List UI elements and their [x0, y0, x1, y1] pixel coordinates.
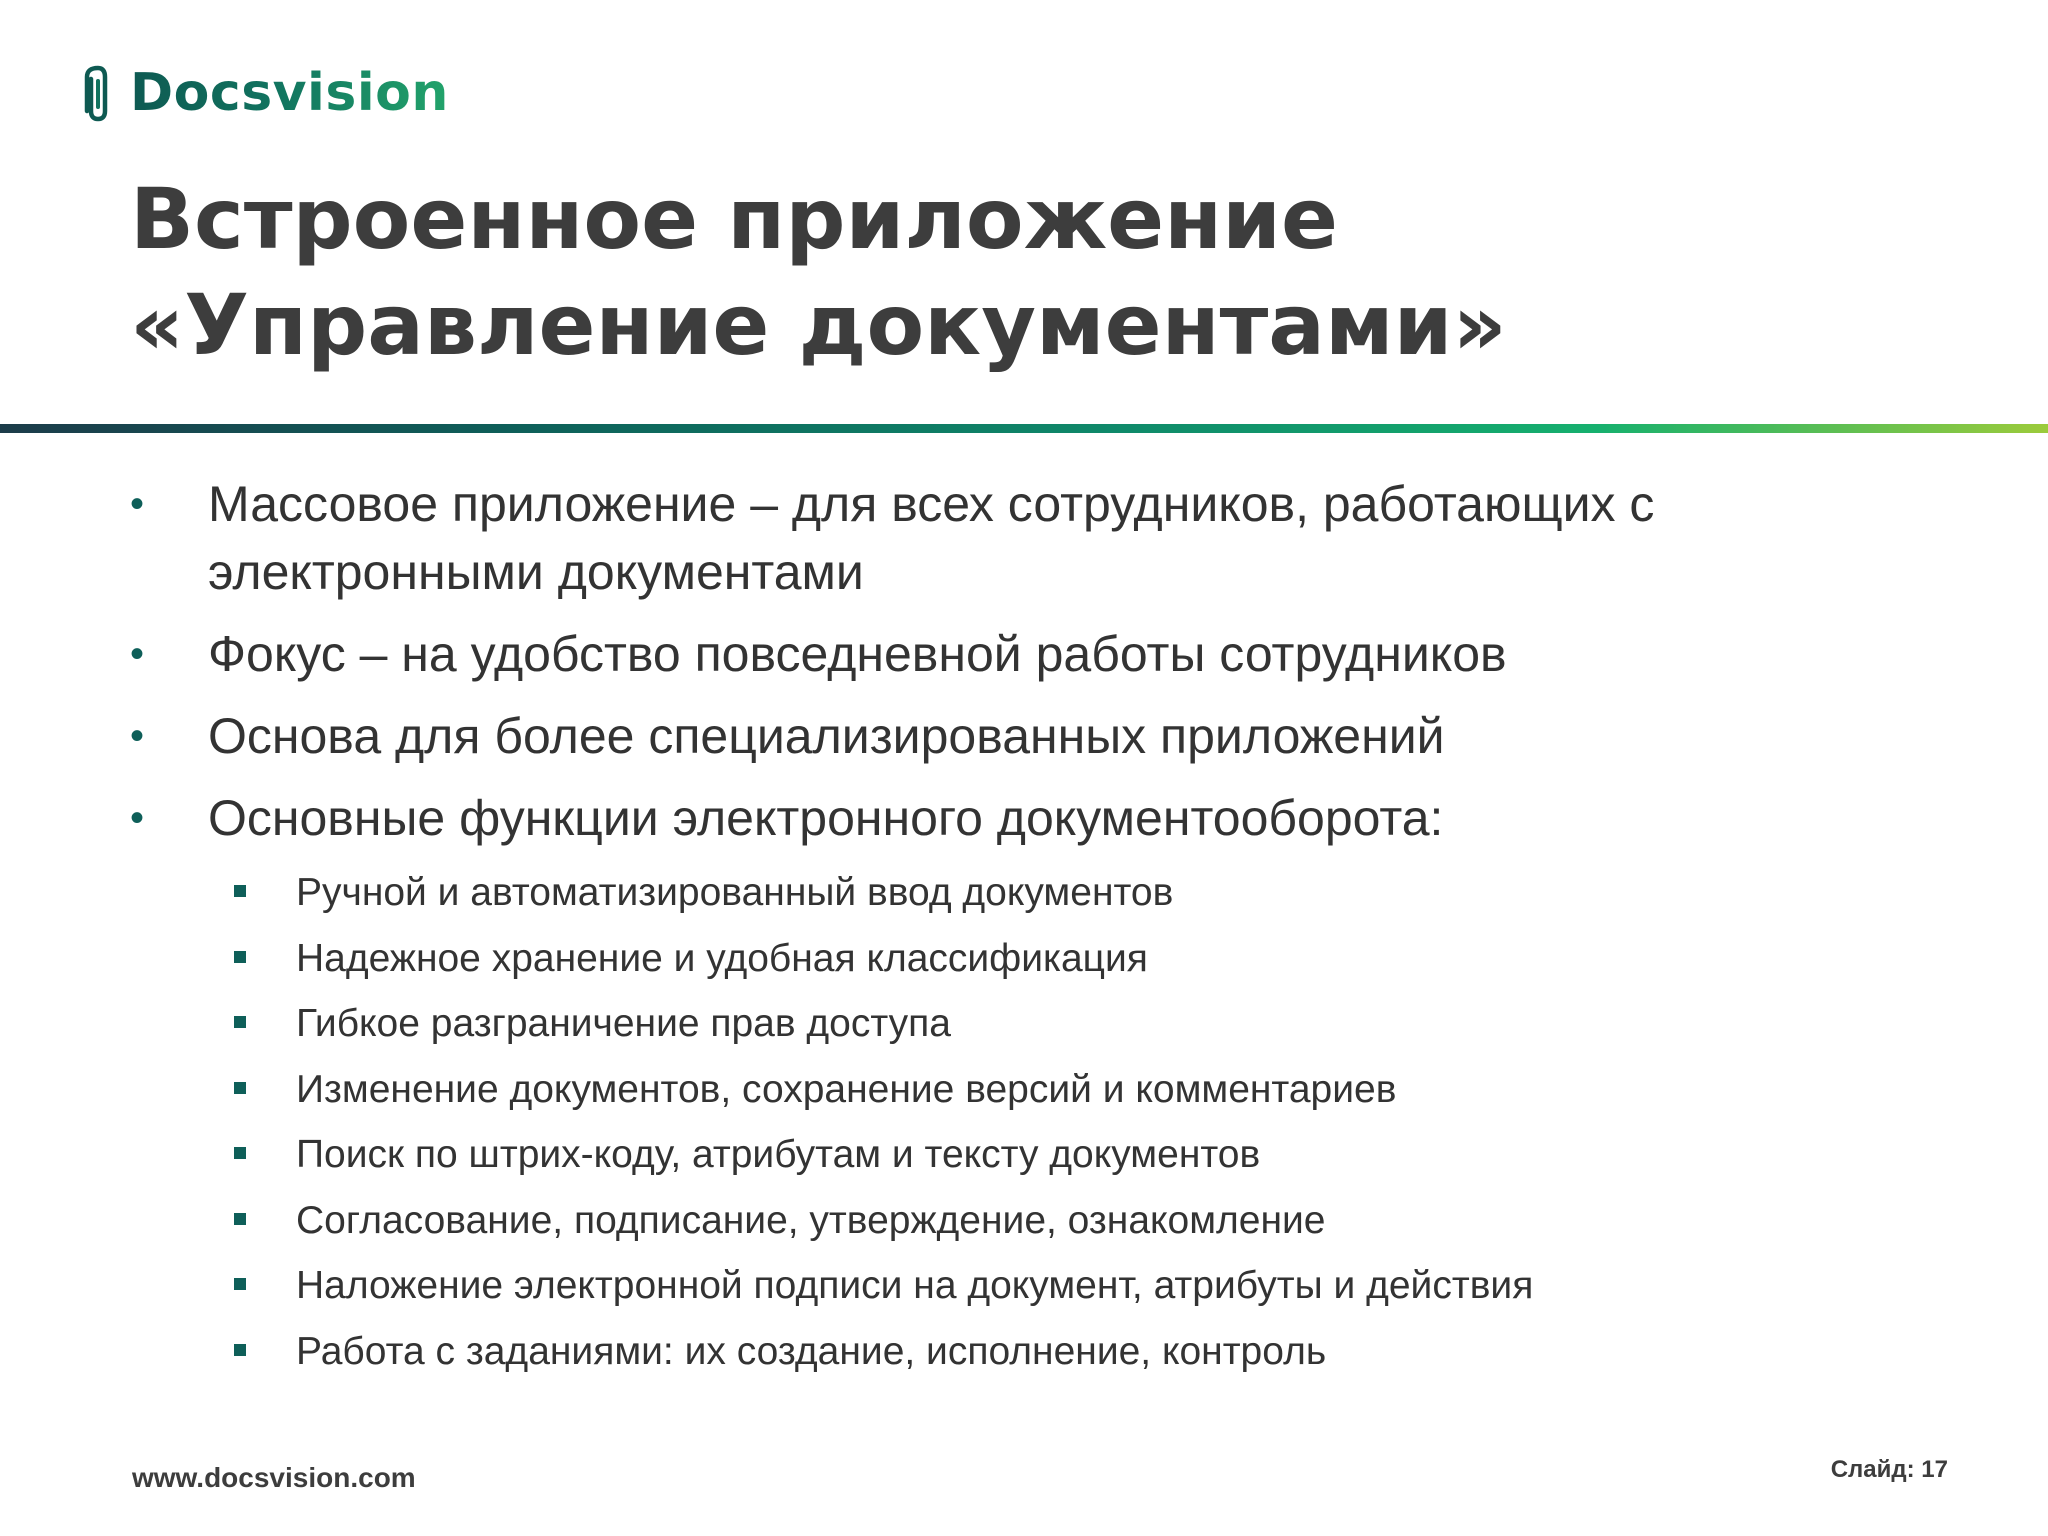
- square-bullet-icon: [234, 1016, 246, 1028]
- docsvision-logo: [80, 58, 449, 128]
- sub-bullet-text: Изменение документов, сохранение версий и комментариев: [296, 1067, 1397, 1111]
- square-bullet-icon: [234, 885, 246, 897]
- square-bullet-icon: [234, 1278, 246, 1290]
- square-bullet-icon: [234, 1147, 246, 1159]
- bullet-text: Фокус – на удобство повседневной работы сотрудников: [208, 626, 1507, 682]
- bullet-dot-icon: •: [130, 482, 145, 526]
- bullet-item: [130, 620, 1990, 688]
- square-bullet-icon: [234, 1344, 246, 1356]
- paperclip-icon: [80, 61, 116, 125]
- sub-bullet-text: Согласование, подписание, утверждение, ознакомление: [296, 1198, 1326, 1242]
- slide-content: [130, 470, 1990, 1398]
- square-bullet-icon: [234, 1082, 246, 1094]
- sub-bullet-text: Поиск по штрих-коду, атрибутам и тексту документов: [296, 1133, 1261, 1176]
- sub-bullet-text: Работа с заданиями: их создание, исполнение, контроль: [296, 1329, 1327, 1373]
- bullet-item: [130, 702, 1990, 770]
- bullet-item: [130, 784, 1990, 1384]
- bullet-dot-icon: •: [130, 796, 145, 840]
- slide-number: Слайд: 17: [1830, 1456, 1948, 1483]
- bullet-item: [130, 470, 1990, 606]
- sub-bullet-item: [206, 1057, 1990, 1123]
- bullet-list: [130, 470, 1990, 1384]
- sub-bullet-item: [206, 1253, 1990, 1319]
- bullet-text: Основные функции электронного документооборота:: [208, 790, 1444, 846]
- sub-bullet-text: Гибкое разграничение прав доступа: [296, 1002, 951, 1045]
- bullet-text: Основа для более специализированных приложений: [208, 708, 1445, 764]
- gradient-divider: [0, 424, 2048, 433]
- sub-bullet-item: [206, 926, 1990, 992]
- bullet-text: Массовое приложение – для всех сотрудников, работающих с электронными документами: [208, 476, 1655, 600]
- title-line-1: Встроенное приложение: [130, 170, 1338, 268]
- sub-bullet-text: Надежное хранение и удобная классификация: [296, 936, 1148, 980]
- sub-bullet-item: [206, 1188, 1990, 1254]
- sub-bullet-item: [206, 1319, 1990, 1385]
- square-bullet-icon: [234, 951, 246, 963]
- logo-text: Docsvision: [130, 63, 449, 123]
- bullet-dot-icon: •: [130, 632, 145, 676]
- bullet-dot-icon: •: [130, 714, 145, 758]
- square-bullet-icon: [234, 1213, 246, 1225]
- sub-bullet-item: [206, 860, 1990, 926]
- sub-bullet-text: Ручной и автоматизированный ввод документов: [296, 871, 1174, 914]
- website-link[interactable]: www.docsvision.com: [132, 1462, 416, 1493]
- sub-bullet-text: Наложение электронной подписи на документ, атрибуты и действия: [296, 1264, 1534, 1307]
- sub-bullet-item: [206, 991, 1990, 1057]
- slide-title: [130, 166, 1930, 378]
- title-line-2: «Управление документами»: [130, 276, 1507, 374]
- sub-bullet-item: [206, 1122, 1990, 1188]
- sub-bullet-list: [208, 860, 1990, 1384]
